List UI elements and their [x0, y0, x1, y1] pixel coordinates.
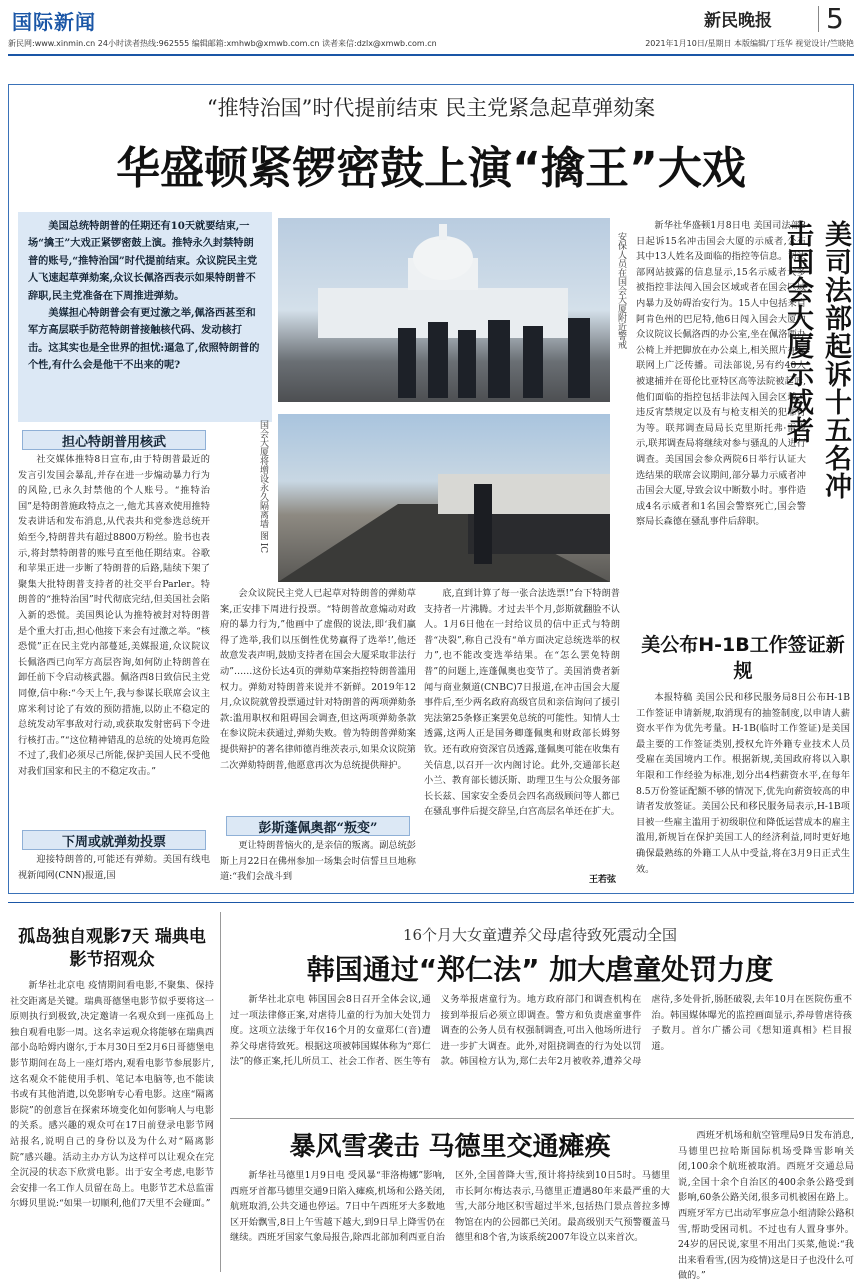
police-barrier-icon — [278, 414, 610, 582]
photo-caption-2: 国会大厦将增设永久隔离墙 图 IC — [258, 420, 268, 554]
capitol-dome-icon — [278, 218, 610, 402]
lead-p2: 美媒担心特朗普会有更过激之举,佩洛西甚至和军方高层联手防范特朗普接触核代码、发动核打击。这其实也是全世界的担忧:逼急了,依照特朗普的个性,有什么会是他干不出来的呢? — [28, 307, 260, 372]
lead-paragraph — [18, 212, 272, 422]
barrier-photo — [278, 414, 610, 582]
header-divider — [818, 6, 819, 32]
bottom-rule — [8, 902, 854, 903]
main-headline: 华盛顿紧锣密鼓上演“擒王”大戏 — [116, 143, 746, 194]
col3-paragraph: 底,直到计算了每一张合法选票!”台下特朗普支持者一片沸腾。才过去半个月,彭斯就翻脸不认人。1月6日他在一封给议员的信中正式与特朗普“决裂”,称自己没有“单方面决定总统选举的权力”,也不能改变选举结果。在“怎么罢免特朗普”的问题上,连蓬佩奥也变节了。美国消费者新闻与商业频道(CNBC)7日报道,在冲击国会大厦事件后,至少两名政府高级官员和亲信询问了援引宪法第25条修正案罢免总统的可能性。知情人士透露,这两人正是国务卿蓬佩奥和财政部长姆努钦。还有政府资深官员透露,蓬佩奥可能在收集有关信息,以召开一次内阁讨论。此外,交通部长赵小兰、教育部长德沃斯、助理卫生与公众服务部长长兹、国家安全委员会四名高级顾问等人都已在骚乱事件后提交辞呈,白宫高层名单还在扩大。 — [424, 588, 620, 818]
korea-text — [230, 992, 852, 1114]
section-title: 国际新闻 — [12, 10, 96, 34]
col1b-paragraph: 迎接特朗普的,可能还有弹劾。美国有线电视新闻网(CNN)报道,国 — [18, 854, 210, 881]
h1b-paragraph: 本报特稿 美国公民和移民服务局8日公布H-1B工作签证申请新规,取消现有的抽签制度,以申请人薪资水平作为优先考量。H-1B(临时工作签证)是美国最主要的工作签证类别,授权允许外籍专业技术人员受雇在美国境内工作。根据新规,美国政府将以入职年限和工作经验为标准,划分出4档薪资水平,在每年8.5万份签证配额不够的情况下,优先向薪资较高的申请者发放签证。美国公民和移民服务局表示,H-1B项目被一些雇主滥用于初级职位和降低运营成本的雇主滥用,新规旨在保护美国工人的经济利益,同时更好地确保最熟练的外籍工人从中受益,将在3月9日正式生效。 — [636, 692, 850, 875]
col4-paragraph: 新华社华盛顿1月8日电 美国司法部8日起诉15名冲击国会大厦的示威者,公布其中13人姓名及面临的指控等信息。司法部网站披露的信息显示,15名示威者大多被指控非法闯入国会区域或者在国会区域内暴力及妨碍治安行为。15人中包括来自阿肯色州的巴尼特,他6日闯入国会大厦内众议院议长佩洛西的办公室,坐在佩洛西办公椅上并把脚放在办公桌上,相关照片在互联网上广泛传播。司法部说,另有约40人被逮捕并在哥伦比亚特区高等法院被起诉,他们面临的指控包括非法闯入国会区域、违反宵禁规定以及有与枪支相关的犯罪行为等。联邦调查局局长克里斯托弗·雷表示,联邦调查局将继续对参与骚乱的人进行调查。美国国会参众两院6日举行认证大选结果的联席会议期间,部分暴力示威者冲击国会大厦,导致会议中断数小时。事件造成4名示威者和1名国会警察死亡,国会警察局长森德在骚乱事件后辞职。 — [636, 220, 806, 528]
page-number: 5 — [826, 2, 844, 35]
col1-paragraph: 社交媒体推特8日宣布,由于特朗普最近的发言引发国会暴乱,并存在进一步煽动暴力行为的风险,已永久封禁他的个人账号。“推特治国”是特朗普施政特点之一,他尤其喜欢使用推特发表讲话和发布消息,从代表共和党参选总统开始至今,特朗普共有超过8800万粉丝。脸书也表示,将封禁特朗普的账号直至他任期结束。谷歌和苹果正进一步断了特朗普的后路,陆续下架了聚集大批特朗普支持者的社交平台Parler。特朗普的“推特治国”时代彻底完结,但美国社会陷入新的恐慌。美国舆论认为推特被封对特朗普是个重大打击,担心他接下来会有过激之举。“核恐慌”正在民主党内部蔓延,美媒报道,众议院议长佩洛西已向军方高层咨询,如何防止特朗普在卸任前下令启动核武器。佩洛西8日致信民主党同僚,信中称:“今天上午,我与参谋长联席会议主席米利讨论了有效的预防措施,以防止不稳定的总统发动军事敌对行动,或获取发射密码下令进行核打击。”“这位精神错乱的总统的处境再危险不过了,我们必须尽己所能,保护美国人民不受他对我们国家和民主的不稳定攻击。” — [18, 454, 210, 777]
newspaper-logo: 新民晚报 — [704, 11, 772, 31]
korea-kicker: 16个月大女童遭养父母虐待致死震动全国 — [402, 926, 678, 944]
h1b-headline: 美公布H-1B工作签证新规 — [641, 634, 845, 682]
subhead-nuclear: 担心特朗普用核武 — [22, 430, 206, 450]
subhead-pence-pompeo: 彭斯蓬佩奥都“叛变” — [226, 816, 410, 836]
date-editor-line: 2021年1月10日/星期日 本版编辑/丁珏华 视觉设计/竺晓艳 — [645, 39, 854, 48]
main-kicker: “推特治国”时代提前结束 民主党紧急起草弹劾案 — [206, 96, 656, 120]
subhead-impeach-vote: 下周或就弹劾投票 — [22, 830, 206, 850]
snow-paragraph-2: 西班牙机场和航空管理局9日发布消息,马德里巴拉哈斯国际机场受降雪影响关闭,100余个航班被取消。西班牙交通总局说,全国十余个自治区的400余条公路受到影响,60条公路关闭,很多司机被困在路上。西班牙军方已出动军事应急小组清除公路积雪,帮助受困司机。不过也有人置身事外。24岁的居民说,家里不用出门买菜,他说:“我出来看看雪,(因为疫情)这是日子也没什么可做的。” — [678, 1130, 854, 1282]
subheader — [8, 38, 854, 52]
column-2-text — [220, 586, 416, 814]
korea-headline: 韩国通过“郑仁法” 加大虐童处罚力度 — [306, 953, 774, 986]
column-1b-text — [18, 852, 210, 888]
korea-paragraph: 新华社北京电 韩国国会8日召开全体会议,通过一项法律修正案,对虐待儿童的行为加大处罚力度。这项立法缘于年仅16个月的女童郑仁(音)遭养父母虐待致死。根据这项被韩国媒体称为“郑仁法”的修正案,托儿所员工、社会工作者、医生等有义务举报虐童行为。地方政府部门和调查机构在接到举报后必须立即调查。警方和负责虐童事件调查的公务人员有权强制调查,可出入他场所进行进一步扩大调查。此外,对阻挠调查的行为处以罚款。韩国检方认为,郑仁去年2月被收养,遭养父母虐待,多处骨折,肠胚破裂,去年10月在医院伤重不治。韩国媒体曝光的监控画面显示,养母曾虐待孩子数月。首尔广播公司《想知道真相》栏目报道。 — [230, 994, 852, 1068]
film-text — [10, 978, 214, 1276]
capitol-photo — [278, 218, 610, 402]
column-1-text — [18, 452, 210, 828]
column-2b-text — [220, 838, 416, 888]
snow-headline: 暴风雪袭击 马德里交通瘫痪 — [289, 1132, 611, 1162]
col2-paragraph: 会众议院民主党人已起草对特朗普的弹劾草案,正安排下周进行投票。“特朗普故意煽动对政府的暴力行为,”他画中了虚假的说法,即‘我们赢得了选举,我们以压倒性优势赢得了选举!’,他还故意发表声明,鼓励支持者在国会大厦采取非法行动”……这份长达4页的弹劾草案指控特朗普滥用权力。弹劾对特朗普来说并不新鲜。2019年12月,众议院就曾投票通过针对特朗普的两项弹劾条款:滥用职权和阻碍国会调查,但这两项弹劾条款在参议院未获通过,弹劾失败。曾为特朗普弹劾案提供辩护的著名律师德肖维茨表示,如果众议院第二次弹劾特朗普,他愿意再次为总统提供辩护。 — [220, 588, 416, 771]
lead-p1: 美国总统特朗普的任期还有10天就要结束,一场“擒王”大戏正紧锣密鼓上演。推特永久封禁特朗普的账号,“推特治国”时代提前结束。众议院民主党人飞速起草弹劾案,众议长佩洛西表示如果特朗普不辞职,民主党准备在下周推进弹劾。 — [28, 220, 258, 302]
film-paragraph: 新华社北京电 疫情期间看电影,不聚集、保持社交距离是关键。瑞典哥德堡电影节似乎要将这一原则执行到极致,决定邀请一名观众到一座孤岛上独自观看电影一周。这名幸运观众将能够在瑞典西部小岛哈姆内谢尔,于本月30日至2月6日哥德堡电影节期间在岛上一座灯塔内,观看电影节参展影片,这名观众不能使用手机、笔记本电脑等,也不能读书或有其他消遣,以免影响专心看电影。这座“隔离影院”的创意旨在探索环境变化如何影响人与电影的关系。感兴趣的观众可在17日前登录电影节网站报名,说明自己的身份以及为什么对“隔离影院”感兴趣。活动主办方认为这样可以让观众在完全沉浸的状态下欣赏电影。出于安全考虑,电影节会安排一名工作人员留在岛上。电影节艺术总监雷尔姆贝里说:“如果一切顺利,他们7天里不会碰面。” — [10, 980, 214, 1210]
snow-divider — [230, 1118, 854, 1119]
header-rule — [8, 54, 854, 56]
contact-line: 新民网:www.xinmin.cn 24小时读者热线:962555 编辑邮箱:xmhwb@xmwb.com.cn 读者来信:dzlx@xmwb.com.cn — [8, 39, 437, 48]
film-headline: 孤岛独自观影7天 瑞典电影节招观众 — [18, 927, 206, 970]
snow-paragraph: 新华社马德里1月9日电 受风暴“菲洛梅娜”影响,西班牙首都马德里交通9日陷入瘫痪,机场和公路关闭,航班取消,公共交通也停运。7日中午西班牙大多数地区开始飘雪,8日上午雪越下越大,到9日早上降雪仍在继续。西班牙国家气象局报告,除西北部加利西亚自治区外,全国普降大雪,预计将持续到10日5时。马德里市长阿尔梅达表示,马德里正遭遇80年来最严重的大雪,大部分地区积雪超过半米,包括热门景点普拉多博物馆在内的公园都已关闭。最高级别天气预警覆盖马德里和8个省,为该系统2007年设立以来首次。 — [230, 1170, 670, 1244]
vertical-headline-doj: 美司法部起诉十五名冲击国会大厦示威者 — [782, 220, 851, 500]
bottom-divider — [220, 912, 221, 1272]
snow-text — [230, 1168, 670, 1276]
column-3-text — [424, 586, 620, 876]
col2b-paragraph: 更让特朗普恼火的,是亲信的叛离。副总统彭斯上月22日在佛州参加一场集会时信誓旦旦地称道:“我们会战斗到 — [220, 840, 416, 883]
h1b-text — [636, 690, 850, 886]
byline: 王若弦 — [588, 875, 616, 885]
photo-caption-1: 安保人员在国会大厦附近警戒 — [616, 232, 626, 349]
snow-text-2 — [678, 1128, 854, 1282]
